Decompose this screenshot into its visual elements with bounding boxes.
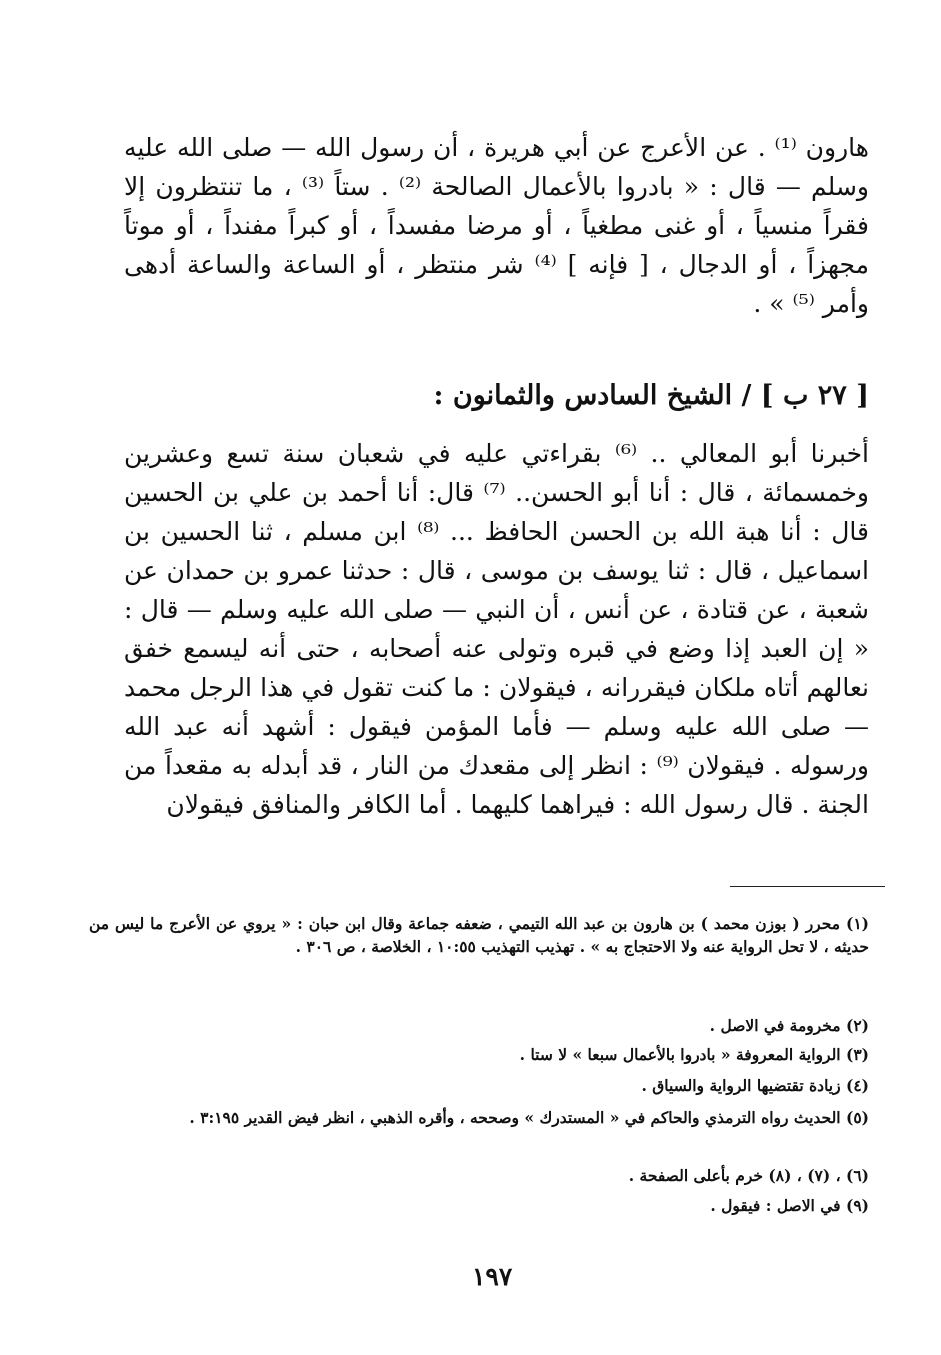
paragraph-text: أخبرنا أبو المعالي .. ⁽⁶⁾ بقراءتي عليه في شعبان سنة تسع وعشرين وخمسمائة ، قال : أنا أبو الحسن.. ⁽⁷⁾ قال: أنا أحمد بن علي بن الحسين قال : أنا هبة الله بن الحسن الحافظ ... ⁽⁸⁾ ابن مسلم ، ثنا الحسين بن اسماعيل ، قال : ثنا يوسف بن موسى ، قال : حدثنا عمرو بن حمدان عن شعبة ، عن قتادة ، عن أنس ، أن النبي — صلى الله عليه وسلم — قال : « إن العبد إذا وضع في قبره وتولى عنه أصحابه ، حتى أنه ليسمع خفق نعالهم أتاه ملكان فيقررانه ، فيقولان : ما كنت تقول في هذا الرجل محمد — صلى الله عليه وسلم — فأما المؤمن فيقول : أشهد أنه عبد الله ورسوله . فيقولان ⁽⁹⁾ : انظر إلى مقعدك من النار ، قد أبدله به مقعداً من الجنة . قال رسول الله : فيراهما كليهما . أما الكافر والمنافق فيقولان (124, 439, 869, 819)
footnote-3: (٣) الرواية المعروفة « بادروا بالأعمال سبعا » لا ستا . (519, 1045, 869, 1064)
paragraph-hadith-1 (124, 128, 869, 323)
page-number: ١٩٧ (472, 1262, 513, 1291)
paragraph-text: هارون ⁽¹⁾ . عن الأعرج عن أبي هريرة ، أن رسول الله — صلى الله عليه وسلم — قال : « بادروا بالأعمال الصالحة ⁽²⁾ . ستاً ⁽³⁾ ، ما تنتظرون إلا فقراً منسياً ، أو غنى مطغياً ، أو مرضا مفسداً ، أو كبراً مفنداً ، أو موتاً مجهزاً ، أو الدجال ، [ فإنه ] ⁽⁴⁾ شر منتظر ، أو الساعة والساعة أدهى وأمر ⁽⁵⁾ » . (124, 133, 869, 318)
footnote-4: (٤) زيادة تقتضيها الرواية والسياق . (641, 1076, 869, 1095)
section-heading: [ ٢٧ ب ] / الشيخ السادس والثمانون : (433, 380, 869, 411)
footnote-1: (١) محرر ( بوزن محمد ) بن هارون بن عبد الله التيمي ، ضعفه جماعة وقال ابن حبان : « يروي عن الأعرج ما ليس من حديثه ، لا تحل الرواية عنه ولا الاحتجاج به » . تهذيب التهذيب ١٠:٥٥ ، الخلاصة ، ص ٣٠٦ . (89, 914, 869, 956)
footnote-9: (٩) في الاصل : فيقول . (710, 1196, 869, 1215)
footnote-separator (730, 886, 885, 887)
paragraph-hadith-2 (124, 434, 869, 824)
footnote-5: (٥) الحديث رواه الترمذي والحاكم في « المستدرك » وصححه ، وأقره الذهبي ، انظر فيض القدير ٣:١٩٥ . (189, 1108, 869, 1127)
footnote-2: (٢) مخرومة في الاصل . (709, 1016, 869, 1035)
footnote-6-7-8: (٦) ، (٧) ، (٨) خرم بأعلى الصفحة . (628, 1166, 869, 1185)
